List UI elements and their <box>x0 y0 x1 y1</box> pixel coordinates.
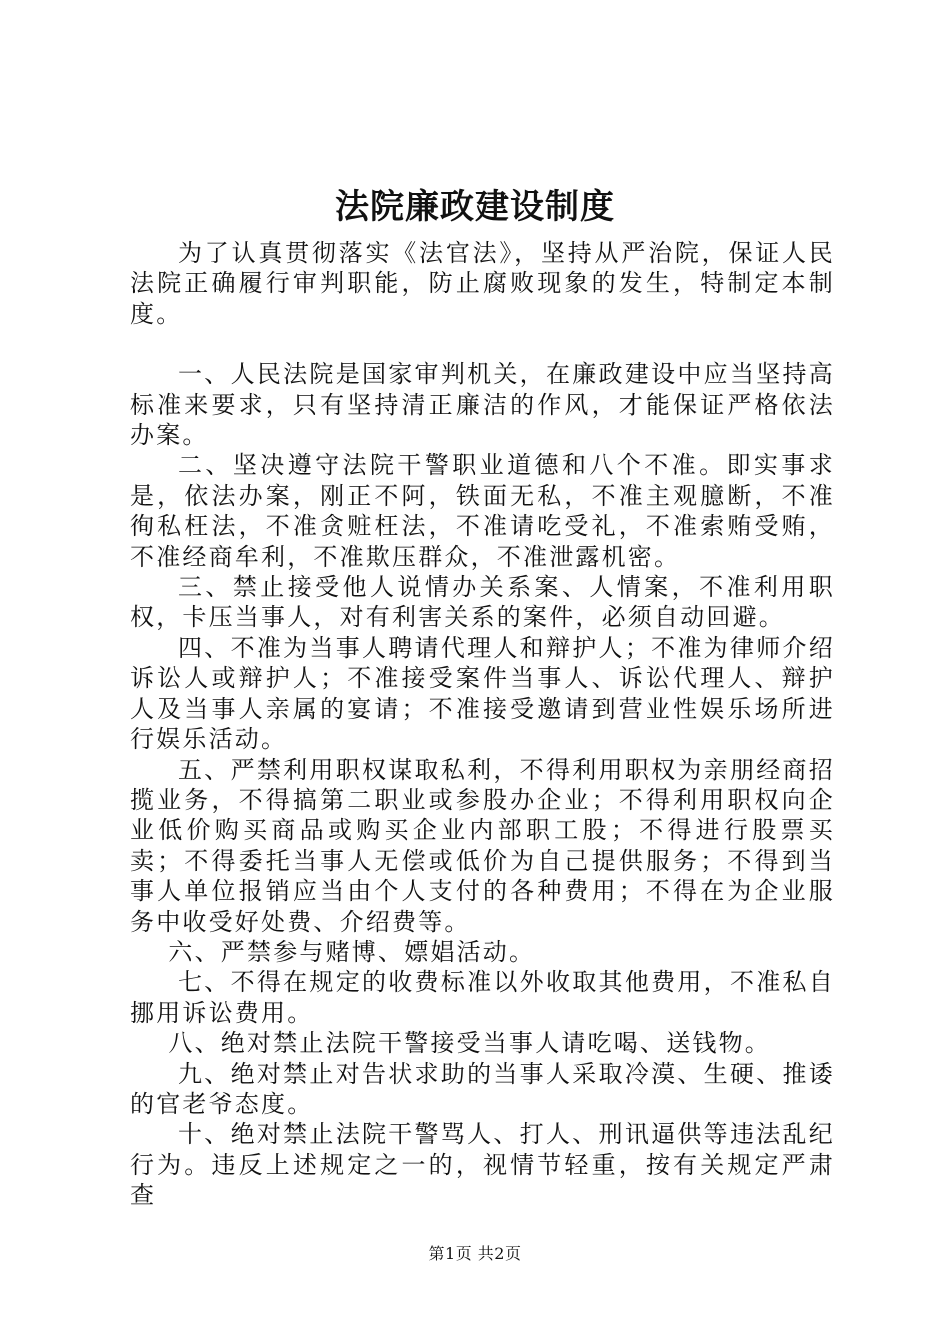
preamble-paragraph: 为了认真贯彻落实《法官法》，坚持从严治院，保证人民法院正确履行审判职能，防止腐败现象的发生，特制定本制度。 <box>130 239 835 328</box>
clause-4-paragraph: 四、不准为当事人聘请代理人和辩护人；不准为律师介绍诉讼人或辩护人；不准接受案件当事人、诉讼代理人、辩护人及当事人亲属的宴请；不准接受邀请到营业性娱乐场所进行娱乐活动。 <box>130 633 835 754</box>
clause-6-paragraph: 六、严禁参与赌博、嫖娼活动。 <box>168 937 536 966</box>
clause-8-paragraph: 八、绝对禁止法院干警接受当事人请吃喝、送钱物。 <box>168 1029 771 1058</box>
clause-7-paragraph: 七、不得在规定的收费标准以外收取其他费用，不准私自挪用诉讼费用。 <box>130 968 835 1027</box>
clause-3-paragraph: 三、禁止接受他人说情办关系案、人情案，不准利用职权，卡压当事人，对有利害关系的案件，必须自动回避。 <box>130 573 835 632</box>
clause-9-paragraph: 九、绝对禁止对告状求助的当事人采取冷漠、生硬、推诿的官老爷态度。 <box>130 1059 835 1118</box>
document-title: 法院廉政建设制度 <box>335 187 615 227</box>
clause-1-paragraph: 一、人民法院是国家审判机关，在廉政建设中应当坚持高标准来要求，只有坚持清正廉洁的作风，才能保证严格依法办案。 <box>130 360 835 450</box>
clause-5-paragraph: 五、严禁利用职权谋取私利，不得利用职权为亲朋经商招揽业务，不得搞第二职业或参股办企业；不得利用职权向企业低价购买商品或购买企业内部职工股；不得进行股票买卖；不得委托当事人无偿或低价为自己提供服务；不得到当事人单位报销应当由个人支付的各种费用；不得在为企业服务中收受好处费、介绍费等。 <box>130 755 835 936</box>
clause-2-paragraph: 二、坚决遵守法院干警职业道德和八个不准。即实事求是，依法办案，刚正不阿，铁面无私，不准主观臆断，不准徇私枉法，不准贪赃枉法，不准请吃受礼，不准索贿受贿，不准经商牟利，不准欺压群众，不准泄露机密。 <box>130 451 835 571</box>
clause-10-paragraph: 十、绝对禁止法院干警骂人、打人、刑讯逼供等违法乱纪行为。违反上述规定之一的，视情节轻重，按有关规定严肃查 <box>130 1120 835 1210</box>
page-number-footer: 第1页 共2页 <box>428 1244 522 1263</box>
document-body <box>130 238 835 1211</box>
